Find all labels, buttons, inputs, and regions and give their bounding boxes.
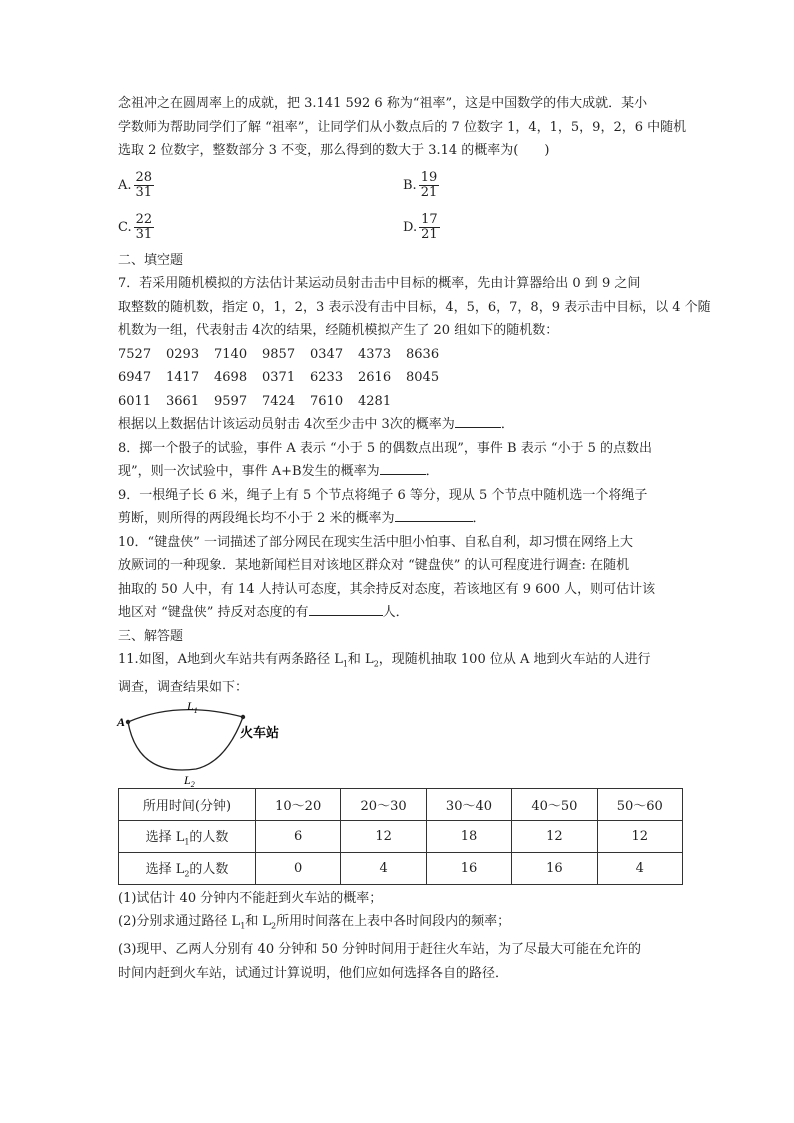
random-number: 3661 bbox=[166, 393, 200, 409]
answer-blank bbox=[395, 507, 473, 522]
route-diagram bbox=[117, 698, 688, 789]
random-number: 7527 bbox=[118, 346, 152, 362]
answer-blank bbox=[309, 601, 383, 616]
row-label-l1 bbox=[119, 820, 256, 852]
answer-blank bbox=[380, 460, 426, 475]
q10-line-3: 抽取的 50 人中，有 14 人持认可态度，其余持反对态度，若该地区有 9 600 人，则可估计该 bbox=[118, 581, 656, 597]
random-number: 7610 bbox=[310, 393, 344, 409]
random-number-row-3 bbox=[118, 390, 688, 414]
q6-line-2: 学数师为帮助同学们了解 “祖率”，让同学们从小数点后的 7 位数字 1，4，1，5，9，2，6 中随机 bbox=[118, 119, 687, 135]
q11-text: ，现随机抽取 100 位从 A 地到火车站的人进行 bbox=[378, 652, 651, 667]
l1-subscript: 1 bbox=[193, 705, 198, 715]
random-number: 7424 bbox=[262, 393, 296, 409]
q10-line-1: 10．“键盘侠” 一词描述了部分网民在现实生活中胆小怕事、自私自利，却习惯在网络上大 bbox=[118, 534, 633, 550]
random-number: 4281 bbox=[358, 393, 392, 409]
row-label-l2 bbox=[119, 852, 256, 884]
l2-subscript: 2 bbox=[190, 779, 195, 789]
fraction bbox=[419, 213, 440, 242]
survey-table bbox=[118, 788, 683, 885]
q8-question-text: 现”，则一次试验中，事件 A+B发生的概率为 bbox=[118, 464, 380, 479]
q10-line-4 bbox=[118, 601, 688, 625]
table-row bbox=[119, 820, 683, 852]
q8-line-2 bbox=[118, 460, 688, 484]
denominator: 21 bbox=[421, 227, 438, 242]
random-number-row-2 bbox=[118, 366, 688, 390]
table-header-row bbox=[119, 788, 683, 820]
random-number: 4373 bbox=[358, 346, 392, 362]
subscript: 1 bbox=[184, 837, 190, 847]
q7-line-3: 机数为一组，代表射击 4次的结果，经随机模拟产生了 20 组如下的随机数： bbox=[118, 323, 559, 338]
fraction bbox=[134, 213, 155, 242]
row-label-text: 选择 L bbox=[145, 861, 185, 877]
l1-label bbox=[186, 699, 198, 715]
random-number: 6011 bbox=[118, 393, 152, 409]
q7-line-2: 取整数的随机数，指定 0，1，2，3 表示没有击中目标，4，5，6，7，8，9 表示击中目标，以 4 个随 bbox=[118, 299, 711, 315]
denominator: 31 bbox=[135, 185, 153, 200]
random-number: 4698 bbox=[214, 370, 248, 385]
q7-line-1: 7．若采用随机模拟的方法估计某运动员射击击中目标的概率，先由计算器给出 0 到 9 之间 bbox=[118, 276, 641, 291]
q11-text: 11.如图，A地到火车站共有两条路径 L bbox=[118, 652, 343, 667]
q9-period: ． bbox=[472, 511, 486, 526]
station-dot bbox=[241, 714, 245, 718]
option-b bbox=[403, 165, 688, 207]
q11-part-2 bbox=[118, 910, 688, 938]
q9-question-text: 剪断，则所得的两段绳长均不小于 2 米的概率为 bbox=[118, 511, 395, 526]
random-number: 8045 bbox=[406, 370, 440, 385]
table-cell: 6 bbox=[256, 820, 341, 852]
random-number: 1417 bbox=[166, 370, 200, 385]
option-label: C. bbox=[118, 220, 132, 235]
q11-part-1: (1)试估计 40 分钟内不能赶到火车站的概率； bbox=[118, 890, 383, 906]
subscript: 1 bbox=[240, 921, 246, 931]
numerator: 17 bbox=[421, 212, 438, 227]
path-l2-curve bbox=[128, 717, 243, 770]
numerator: 22 bbox=[135, 212, 153, 227]
row-label-text: 的人数 bbox=[189, 829, 229, 845]
random-number: 0371 bbox=[262, 370, 296, 385]
random-number: 9857 bbox=[262, 346, 296, 362]
numerator: 28 bbox=[135, 170, 153, 185]
section-heading-solve: 三、解答题 bbox=[118, 628, 184, 644]
random-number: 0293 bbox=[166, 346, 200, 362]
random-number: 6947 bbox=[118, 370, 152, 385]
q11-line-1 bbox=[118, 648, 688, 676]
point-a-dot bbox=[126, 719, 130, 723]
q7-question-text: 根据以上数据估计该运动员射击 4次至少击中 3次的概率为 bbox=[118, 417, 455, 432]
denominator: 21 bbox=[420, 185, 438, 200]
q11-line-2: 调查，调查结果如下： bbox=[118, 680, 249, 696]
q6-line-3: 选取 2 位数字，整数部分 3 不变，那么得到的数大于 3.14 的概率为( ) bbox=[118, 143, 550, 158]
point-a-label: A bbox=[117, 714, 126, 729]
fraction bbox=[419, 171, 440, 200]
subscript: 2 bbox=[184, 869, 190, 879]
table-cell: 12 bbox=[512, 820, 597, 852]
station-label: 火车站 bbox=[240, 725, 280, 741]
option-a bbox=[118, 165, 403, 207]
q11-text: 和 L bbox=[347, 652, 374, 667]
document-page bbox=[117, 92, 711, 985]
option-label: B. bbox=[403, 178, 417, 193]
option-label: A. bbox=[118, 178, 132, 193]
path-l1-curve bbox=[128, 709, 243, 721]
table-cell: 16 bbox=[426, 852, 511, 884]
random-number: 7140 bbox=[214, 346, 248, 362]
section-heading-fill-in: 二、填空题 bbox=[118, 252, 184, 268]
table-header-cell: 30～40 bbox=[426, 788, 511, 820]
numerator: 19 bbox=[420, 170, 438, 185]
random-number: 2616 bbox=[358, 370, 392, 385]
subscript: 2 bbox=[271, 921, 277, 931]
random-number: 0347 bbox=[310, 346, 344, 362]
table-cell: 0 bbox=[256, 852, 341, 884]
table-header-cell: 10～20 bbox=[256, 788, 341, 820]
random-number: 6233 bbox=[310, 370, 344, 385]
table-cell: 12 bbox=[341, 820, 426, 852]
q11-part-3-line-1: (3)现甲、乙两人分别有 40 分钟和 50 分钟时间用于赶往火车站，为了尽最大可能在允许的 bbox=[118, 942, 642, 958]
table-header-cell: 20～30 bbox=[341, 788, 426, 820]
q6-options-row-1 bbox=[118, 165, 688, 207]
q11-text: 和 L bbox=[245, 914, 272, 930]
random-number-row-1 bbox=[118, 343, 688, 367]
table-header-cell: 50～60 bbox=[597, 788, 682, 820]
table-cell: 18 bbox=[426, 820, 511, 852]
route-diagram-svg bbox=[117, 698, 338, 789]
answer-blank bbox=[455, 413, 501, 428]
q11-text: 所用时间落在上表中各时间段内的频率； bbox=[276, 914, 511, 930]
row-label-text: 选择 L bbox=[145, 829, 185, 845]
random-number: 9597 bbox=[214, 393, 248, 409]
l2-letter: L bbox=[184, 772, 191, 787]
l2-label bbox=[183, 773, 195, 789]
q8-period: ． bbox=[425, 464, 439, 479]
l1-letter: L bbox=[187, 698, 194, 713]
table-cell: 12 bbox=[597, 820, 682, 852]
subscript: 1 bbox=[342, 659, 348, 669]
q11-part-3-line-2: 时间内赶到火车站，试通过计算说明，他们应如何选择各自的路径． bbox=[118, 965, 509, 981]
table-cell: 4 bbox=[597, 852, 682, 884]
table-header-cell: 所用时间(分钟) bbox=[119, 788, 256, 820]
q8-line-1: 8．掷一个骰子的试验，事件 A 表示 “小于 5 的偶数点出现”，事件 B 表示 “小于 5 的点数出 bbox=[118, 440, 653, 456]
table-header-cell: 40～50 bbox=[512, 788, 597, 820]
q7-period: ． bbox=[500, 417, 514, 432]
option-label: D. bbox=[403, 220, 418, 235]
q11-text: (2)分别求通过路径 L bbox=[118, 914, 241, 930]
q6-line-1: 念祖冲之在圆周率上的成就，把 3.141 592 6 称为“祖率”，这是中国数学的伟大成就．某小 bbox=[118, 96, 648, 111]
q9-line-2 bbox=[118, 507, 688, 531]
random-number: 8636 bbox=[406, 346, 440, 362]
option-d bbox=[403, 207, 688, 249]
option-c bbox=[118, 207, 403, 249]
subscript: 2 bbox=[373, 659, 379, 669]
q10-question-text: 地区对 “键盘侠” 持反对态度的有 bbox=[118, 605, 309, 620]
q10-line-2: 放厥词的一种现象．某地新闻栏目对该地区群众对 “键盘侠” 的认可程度进行调查: 在随机 bbox=[118, 558, 630, 573]
row-label-text: 的人数 bbox=[189, 861, 229, 877]
q6-options-row-2 bbox=[118, 207, 688, 249]
fraction bbox=[134, 171, 155, 200]
table-row bbox=[119, 852, 683, 884]
denominator: 31 bbox=[135, 227, 153, 242]
q7-line-4 bbox=[118, 413, 688, 437]
q9-line-1: 9．一根绳子长 6 米，绳子上有 5 个节点将绳子 6 等分，现从 5 个节点中随机选一个将绳子 bbox=[118, 487, 648, 503]
table-cell: 16 bbox=[512, 852, 597, 884]
table-cell: 4 bbox=[341, 852, 426, 884]
q10-unit: 人． bbox=[382, 605, 409, 620]
